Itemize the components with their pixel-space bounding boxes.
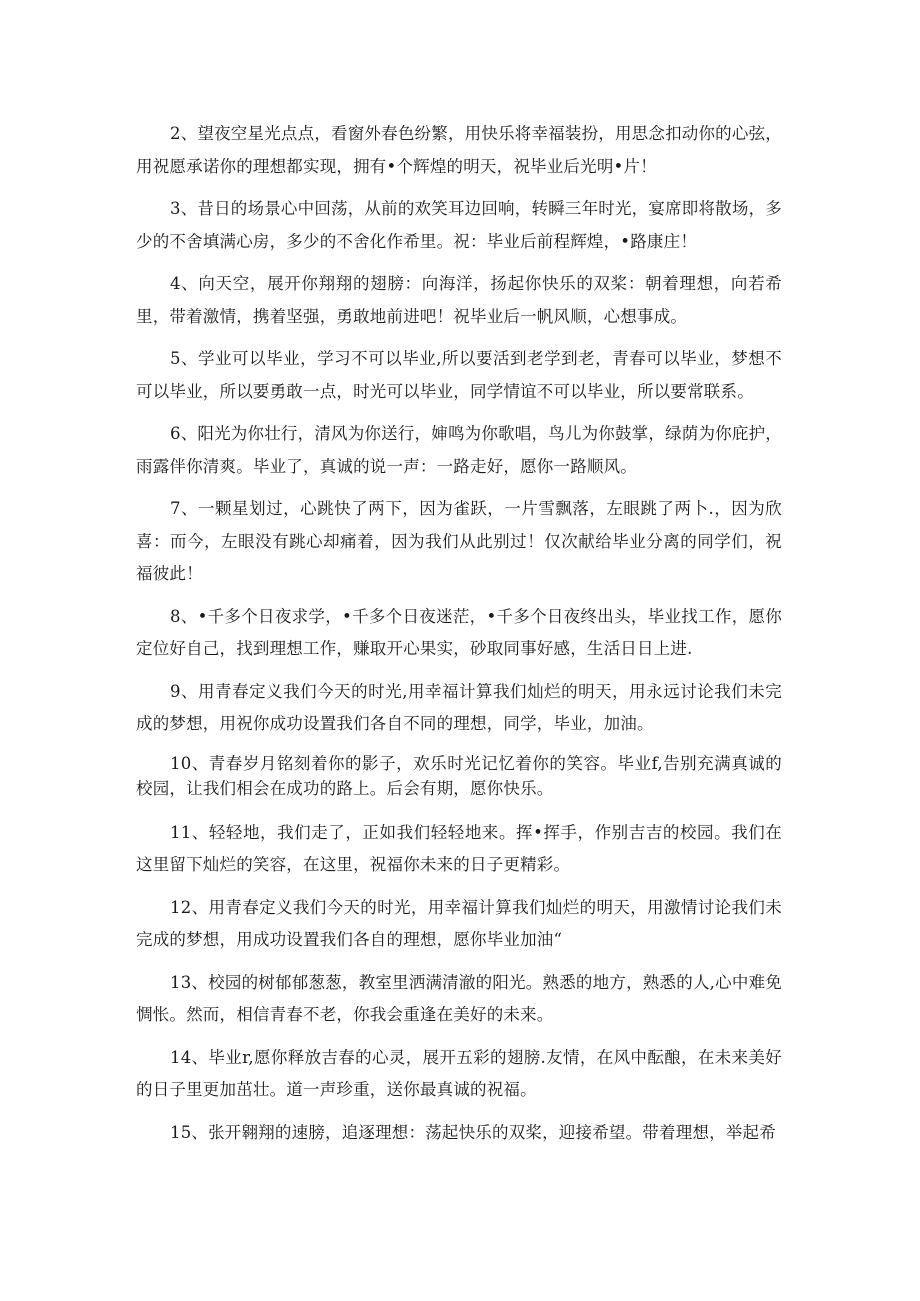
paragraph-2: 2、望夜空星光点点，看窗外春色纷繁，用快乐将幸福装扮，用思念扣动你的心弦，用祝愿承诺你的理想都实现，拥有•个辉煌的明天，祝毕业后光明•片！ (136, 124, 782, 176)
paragraph-10: 10、青春岁月铭刻着你的影子，欢乐时光记忆着你的笑容。毕业f,告别充满真诚的校园，让我们相会在成功的路上。后会有期，愿你快乐。 (136, 753, 782, 798)
paragraph-14: 14、毕业r,愿你释放吉春的心灵，展开五彩的翅膀.友情，在风中酝酿，在未来美好的日子里更加茁壮。道一声珍重，送你最真诚的祝福。 (136, 1047, 782, 1099)
paragraph-9: 9、用青春定义我们今天的时光,用幸福计算我们灿烂的明天，用永远讨论我们未完成的梦想，用祝你成功设置我们各自不同的理想，同学，毕业，加油。 (136, 681, 782, 733)
paragraph-5: 5、学业可以毕业，学习不可以毕业,所以要活到老学到老，青春可以毕业，梦想不可以毕业，所以要勇敢一点，时光可以毕业，同学情谊不可以毕业，所以要常联系。 (136, 349, 782, 401)
paragraph-13: 13、校园的树郁郁葱葱，教室里洒满清澈的阳光。熟悉的地方，熟悉的人,心中难免惆怅。然而，相信青春不老，你我会重逢在美好的未来。 (136, 972, 782, 1024)
paragraph-11: 11、轻轻地，我们走了，正如我们轻轻地来。挥•挥手，作别吉吉的校园。我们在这里留下灿烂的笑容，在这里，祝福你未来的日子更精彩。 (136, 822, 782, 874)
paragraph-4: 4、向天空，展开你翔翔的翅膀：向海洋，扬起你快乐的双桨：朝着理想，向若希里，带着激情，携着坚强，勇敢地前进吧！祝毕业后一帆风顺，心想事成。 (136, 274, 782, 326)
paragraph-6: 6、阳光为你壮行，清风为你送行，婶鸣为你歌唱，鸟儿为你鼓掌，绿荫为你庇护，雨露伴你清爽。毕业了，真诚的说一声：一路走好，愿你一路顺风。 (136, 424, 782, 476)
paragraph-8: 8、•千多个日夜求学，•千多个日夜迷茫，•千多个日夜终出头，毕业找工作，愿你定位好自己，找到理想工作，赚取开心果实，砂取同事好感，生活日日上进. (136, 606, 782, 658)
document-body (136, 118, 782, 1159)
paragraph-7: 7、一颗星划过，心跳快了两下，因为雀跃，一片雪飘落，左眼跳了两卜.，因为欣喜：而今，左眼没有跳心却痛着，因为我们从此别过！仅次献给毕业分离的同学们，祝福彼此！ (136, 499, 782, 583)
paragraph-3: 3、昔日的场景心中回荡，从前的欢笑耳边回响，转瞬三年时光，宴席即将散场，多少的不舍填满心房，多少的不舍化作希里。祝：毕业后前程辉煌，•路康庄！ (136, 199, 782, 251)
paragraph-15: 15、张开翱翔的速膀，追逐理想：荡起快乐的双桨，迎接希望。带着理想，举起希 (170, 1122, 776, 1142)
paragraph-12: 12、用青春定义我们今天的时光，用幸福计算我们灿烂的明天，用激情讨论我们未完成的梦想，用成功设置我们各自的理想，愿你毕业加油“ (136, 897, 782, 949)
